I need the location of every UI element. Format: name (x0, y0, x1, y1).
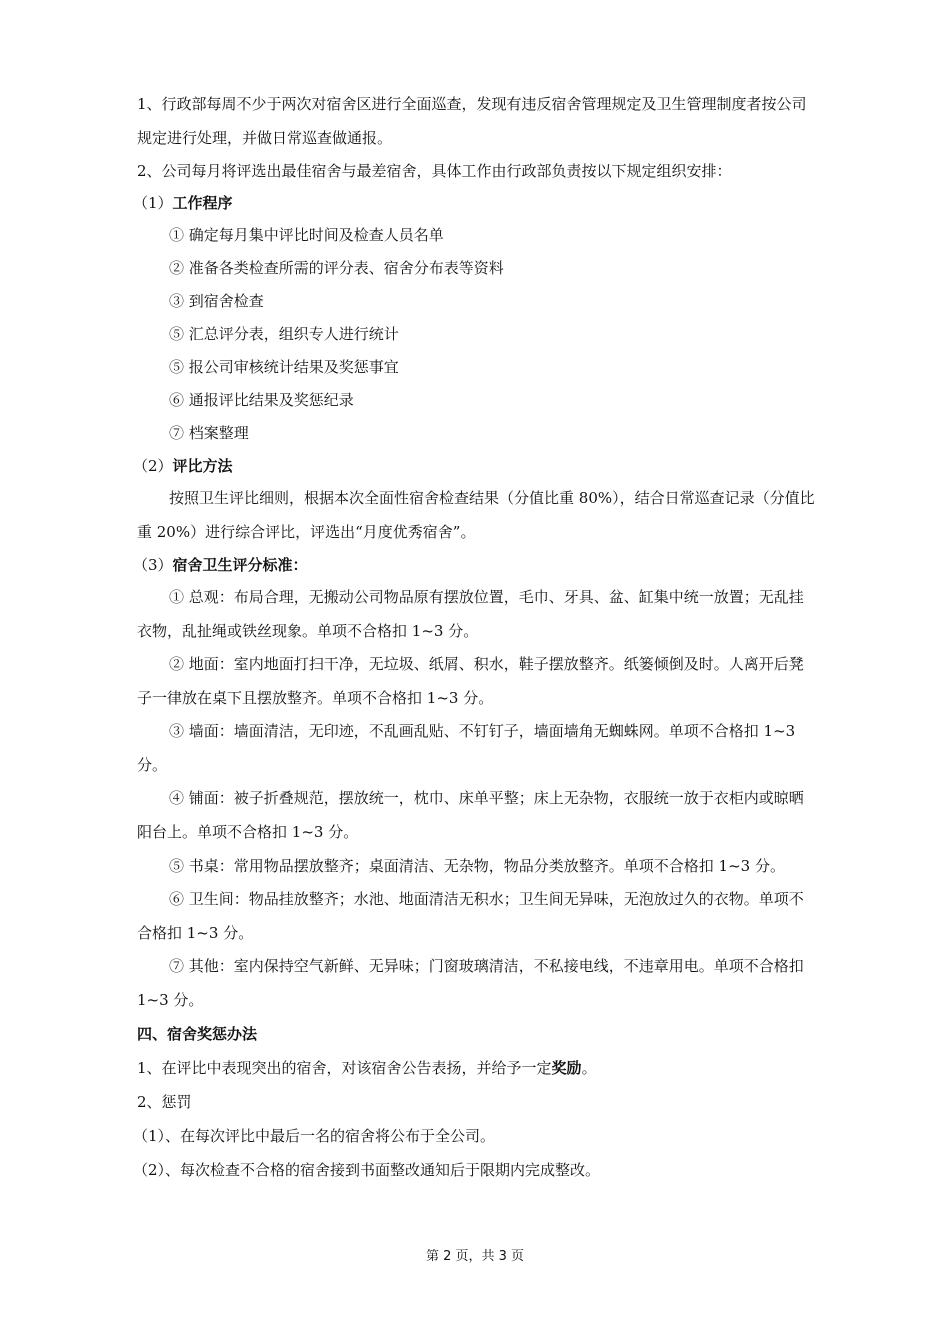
step-item: ⑤ 汇总评分表，组织专人进行统计 (169, 325, 399, 343)
step-item: ① 确定每月集中评比时间及检查人员名单 (169, 226, 444, 244)
section-number: （2） (133, 457, 173, 475)
page-footer: 第 2 页，共 3 页 (425, 1249, 525, 1264)
section-title: 评比方法 (172, 457, 233, 475)
criteria-item: ① 总观：布局合理，无搬动公司物品原有摆放位置，毛巾、牙具、盆、缸集中统一放置；无乱挂衣物，乱扯绳或铁丝现象。单项不合格扣 1~3 分。 (137, 588, 804, 640)
rating-method-text: 按照卫生评比细则，根据本次全面性宿舍检查结果（分值比重 80%），结合日常巡查记录（分值比重 20%）进行综合评比，评选出“月度优秀宿舍”。 (137, 489, 815, 541)
criteria-item: ⑦ 其他：室内保持空气新鲜、无异味；门窗玻璃清洁，不私接电线，不违章用电。单项不合格扣 1~3 分。 (137, 957, 804, 1009)
criteria-item: ⑥ 卫生间：物品挂放整齐；水池、地面清洁无积水；卫生间无异味，无泡放过久的衣物。单项不合格扣 1~3 分。 (137, 890, 804, 942)
section-number: （3） (133, 556, 173, 574)
penalty-item: （2）、每次检查不合格的宿舍接到书面整改通知后于限期内完成整改。 (133, 1161, 601, 1179)
section-title: 宿舍卫生评分标准： (172, 556, 308, 574)
penalty-heading: 2、惩罚 (137, 1093, 192, 1111)
section-number: （1） (133, 194, 173, 212)
step-item: ② 准备各类检查所需的评分表、宿舍分布表等资料 (169, 259, 504, 277)
reward-text: 1、在评比中表现突出的宿舍，对该宿舍公告表扬，并给予一定 (137, 1059, 552, 1077)
section-rewards-penalties: 四、宿舍奖惩办法 (137, 1025, 258, 1043)
step-item: ③ 到宿舍检查 (169, 292, 264, 310)
criteria-item: ③ 墙面：墙面清洁，无印迹，不乱画乱贴、不钉钉子，墙面墙角无蜘蛛网。单项不合格扣 1~3 分。 (137, 722, 796, 774)
criteria-item: ④ 铺面：被子折叠规范，摆放统一，枕巾、床单平整；床上无杂物，衣服统一放于衣柜内或晾晒阳台上。单项不合格扣 1~3 分。 (137, 789, 804, 841)
step-item: ⑥ 通报评比结果及奖惩纪录 (169, 391, 354, 409)
step-item: ⑦ 档案整理 (169, 424, 249, 442)
step-item: ⑤ 报公司审核统计结果及奖惩事宜 (169, 358, 399, 376)
section-work-procedure (133, 187, 817, 219)
criteria-item: ② 地面：室内地面打扫干净，无垃圾、纸屑、积水，鞋子摆放整齐。纸篓倾倒及时。人离开后凳子一律放在桌下且摆放整齐。单项不合格扣 1~3 分。 (137, 655, 804, 707)
reward-end: 。 (581, 1059, 597, 1077)
section-hygiene-criteria (133, 549, 817, 581)
document-page (133, 88, 817, 1187)
paragraph-monthly-selection: 2、公司每月将评选出最佳宿舍与最差宿舍，具体工作由行政部负责按以下规定组织安排： (137, 162, 732, 180)
reward-item (137, 1051, 817, 1085)
paragraph-inspection: 1、行政部每周不少于两次对宿舍区进行全面巡查，发现有违反宿舍管理规定及卫生管理制度者按公司规定进行处理，并做日常巡查做通报。 (137, 95, 807, 147)
section-title: 工作程序 (172, 194, 233, 212)
section-rating-method (133, 450, 817, 482)
reward-emphasis: 奖励 (551, 1059, 582, 1077)
penalty-item: （1）、在每次评比中最后一名的宿舍将公布于全公司。 (133, 1127, 496, 1145)
criteria-item: ⑤ 书桌：常用物品摆放整齐；桌面清洁、无杂物，物品分类放整齐。单项不合格扣 1~3 分。 (169, 857, 785, 875)
